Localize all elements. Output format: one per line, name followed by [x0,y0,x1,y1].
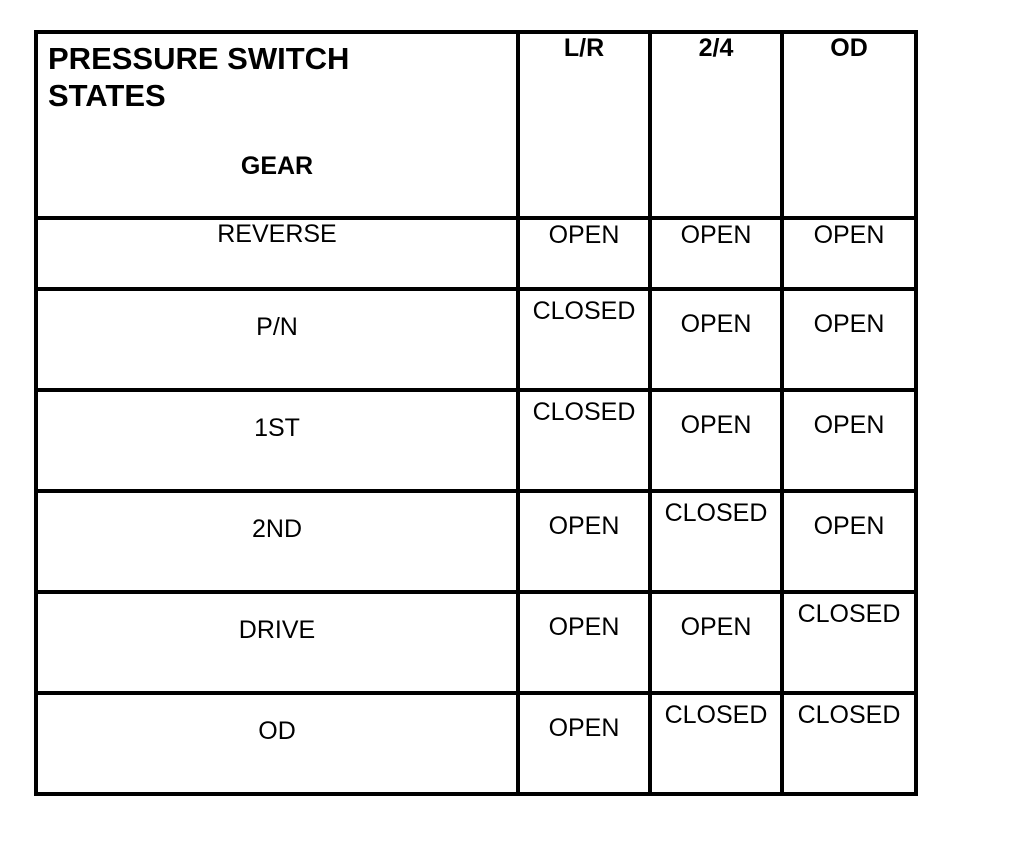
pressure-switch-table [34,30,918,796]
state-text: OPEN [548,221,620,249]
state-text: OPEN [548,613,620,641]
state-cell [782,693,916,794]
state-text: OPEN [680,411,752,439]
table-row [36,592,916,693]
state-cell [650,390,782,491]
state-cell [650,693,782,794]
state-cell [782,491,916,592]
gear-cell: OD [36,693,518,794]
state-text: CLOSED [797,600,901,628]
gear-cell: REVERSE [36,218,518,289]
state-cell [518,289,650,390]
state-text: CLOSED [532,398,636,426]
state-cell [782,218,916,289]
state-text: CLOSED [797,701,901,729]
column-header-label: OD [830,34,868,62]
state-cell [782,390,916,491]
gear-cell: DRIVE [36,592,518,693]
state-cell [782,592,916,693]
state-cell [518,390,650,491]
state-text: CLOSED [664,701,768,729]
state-text: OPEN [548,512,620,540]
state-cell [650,289,782,390]
column-header-24 [650,32,782,218]
table-row [36,693,916,794]
column-header-od [782,32,916,218]
state-text: OPEN [680,221,752,249]
state-cell [518,491,650,592]
state-text: CLOSED [532,297,636,325]
state-cell [650,592,782,693]
column-header-lr [518,32,650,218]
column-header-label: 2/4 [698,34,734,62]
state-text: OPEN [548,714,620,742]
state-cell [518,592,650,693]
table-title: PRESSURE SWITCH STATES [48,41,350,113]
state-text: OPEN [680,613,752,641]
table-row [36,218,916,289]
state-cell [518,693,650,794]
state-text: CLOSED [664,499,768,527]
state-cell [518,218,650,289]
gear-cell: 1ST [36,390,518,491]
state-text: OPEN [680,310,752,338]
state-cell [782,289,916,390]
state-text: OPEN [813,221,885,249]
state-text: OPEN [813,310,885,338]
state-cell [650,491,782,592]
column-header-label: L/R [563,34,605,62]
gear-cell: P/N [36,289,518,390]
state-cell [650,218,782,289]
state-text: OPEN [813,411,885,439]
table-row [36,491,916,592]
state-text: OPEN [813,512,885,540]
table-row [36,289,916,390]
table-row [36,390,916,491]
header-row [36,32,916,218]
header-gear-cell [36,32,518,218]
gear-cell: 2ND [36,491,518,592]
gear-column-header: GEAR [240,152,314,180]
